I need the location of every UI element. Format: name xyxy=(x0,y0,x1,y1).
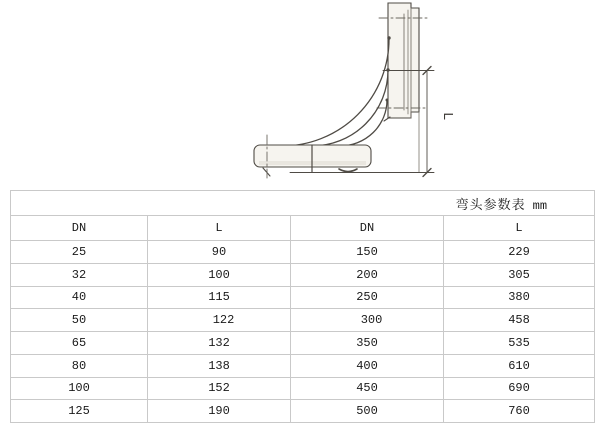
table-cell: 229 xyxy=(444,241,595,264)
pipe-under-curve xyxy=(339,169,357,172)
table-cell: 380 xyxy=(444,286,595,309)
table-title-cell xyxy=(11,191,595,216)
table-cell: 132 xyxy=(148,332,291,355)
table-cell: 150 xyxy=(291,241,444,264)
table-cell: 350 xyxy=(291,332,444,355)
table-cell: 250 xyxy=(291,286,444,309)
arc-endpoint-dot-middle xyxy=(386,68,389,71)
dimension-label: L xyxy=(439,112,455,121)
arc-endpoint-dot-outer xyxy=(387,36,390,39)
table-cell: 122 xyxy=(148,309,291,332)
table-cell: 25 xyxy=(11,241,148,264)
table-cell: 100 xyxy=(11,377,148,400)
inner-arc xyxy=(340,100,387,146)
elbow-sketch-svg xyxy=(0,0,601,190)
table-cell: 32 xyxy=(11,263,148,286)
table-cell: 125 xyxy=(11,400,148,423)
table-cell: 305 xyxy=(444,263,595,286)
top-flange-foot-tick xyxy=(384,117,390,121)
table-cell: 138 xyxy=(148,354,291,377)
table-cell: 400 xyxy=(291,354,444,377)
table-cell: 450 xyxy=(291,377,444,400)
table-row xyxy=(11,286,595,309)
table-row xyxy=(11,263,595,286)
table-cell: 458 xyxy=(444,309,595,332)
table-title-row xyxy=(11,191,595,216)
table-row xyxy=(11,377,595,400)
table-cell: 80 xyxy=(11,354,148,377)
column-header-l-2: L xyxy=(148,216,291,241)
table-cell: 190 xyxy=(148,400,291,423)
table-cell: 115 xyxy=(148,286,291,309)
table-row xyxy=(11,332,595,355)
table-header-row xyxy=(11,216,595,241)
elbow-drawing xyxy=(0,0,601,190)
arc-endpoint-dot-inner xyxy=(386,99,389,102)
column-header-l-4: L xyxy=(444,216,595,241)
column-header-dn-1: DN xyxy=(11,216,148,241)
table-row xyxy=(11,309,595,332)
table-cell: 152 xyxy=(148,377,291,400)
table-cell: 100 xyxy=(148,263,291,286)
table-cell: 300 xyxy=(291,309,444,332)
table-cell: 50 xyxy=(11,309,148,332)
table-cell: 65 xyxy=(11,332,148,355)
outer-arc xyxy=(281,38,389,146)
elbow-parameters-table xyxy=(10,190,595,423)
table-unit: mm xyxy=(532,198,548,213)
table-cell: 760 xyxy=(444,400,595,423)
table-row xyxy=(11,354,595,377)
table-cell: 200 xyxy=(291,263,444,286)
top-flange-outline xyxy=(388,3,419,118)
table-cell: 90 xyxy=(148,241,291,264)
table-row xyxy=(11,400,595,423)
table-cell: 610 xyxy=(444,354,595,377)
column-header-dn-3: DN xyxy=(291,216,444,241)
table-title: 弯头参数表 xyxy=(455,196,526,212)
table-row xyxy=(11,241,595,264)
table-cell: 40 xyxy=(11,286,148,309)
under-flange-tick xyxy=(263,168,270,176)
table-cell: 500 xyxy=(291,400,444,423)
table-cell: 690 xyxy=(444,377,595,400)
table-cell: 535 xyxy=(444,332,595,355)
